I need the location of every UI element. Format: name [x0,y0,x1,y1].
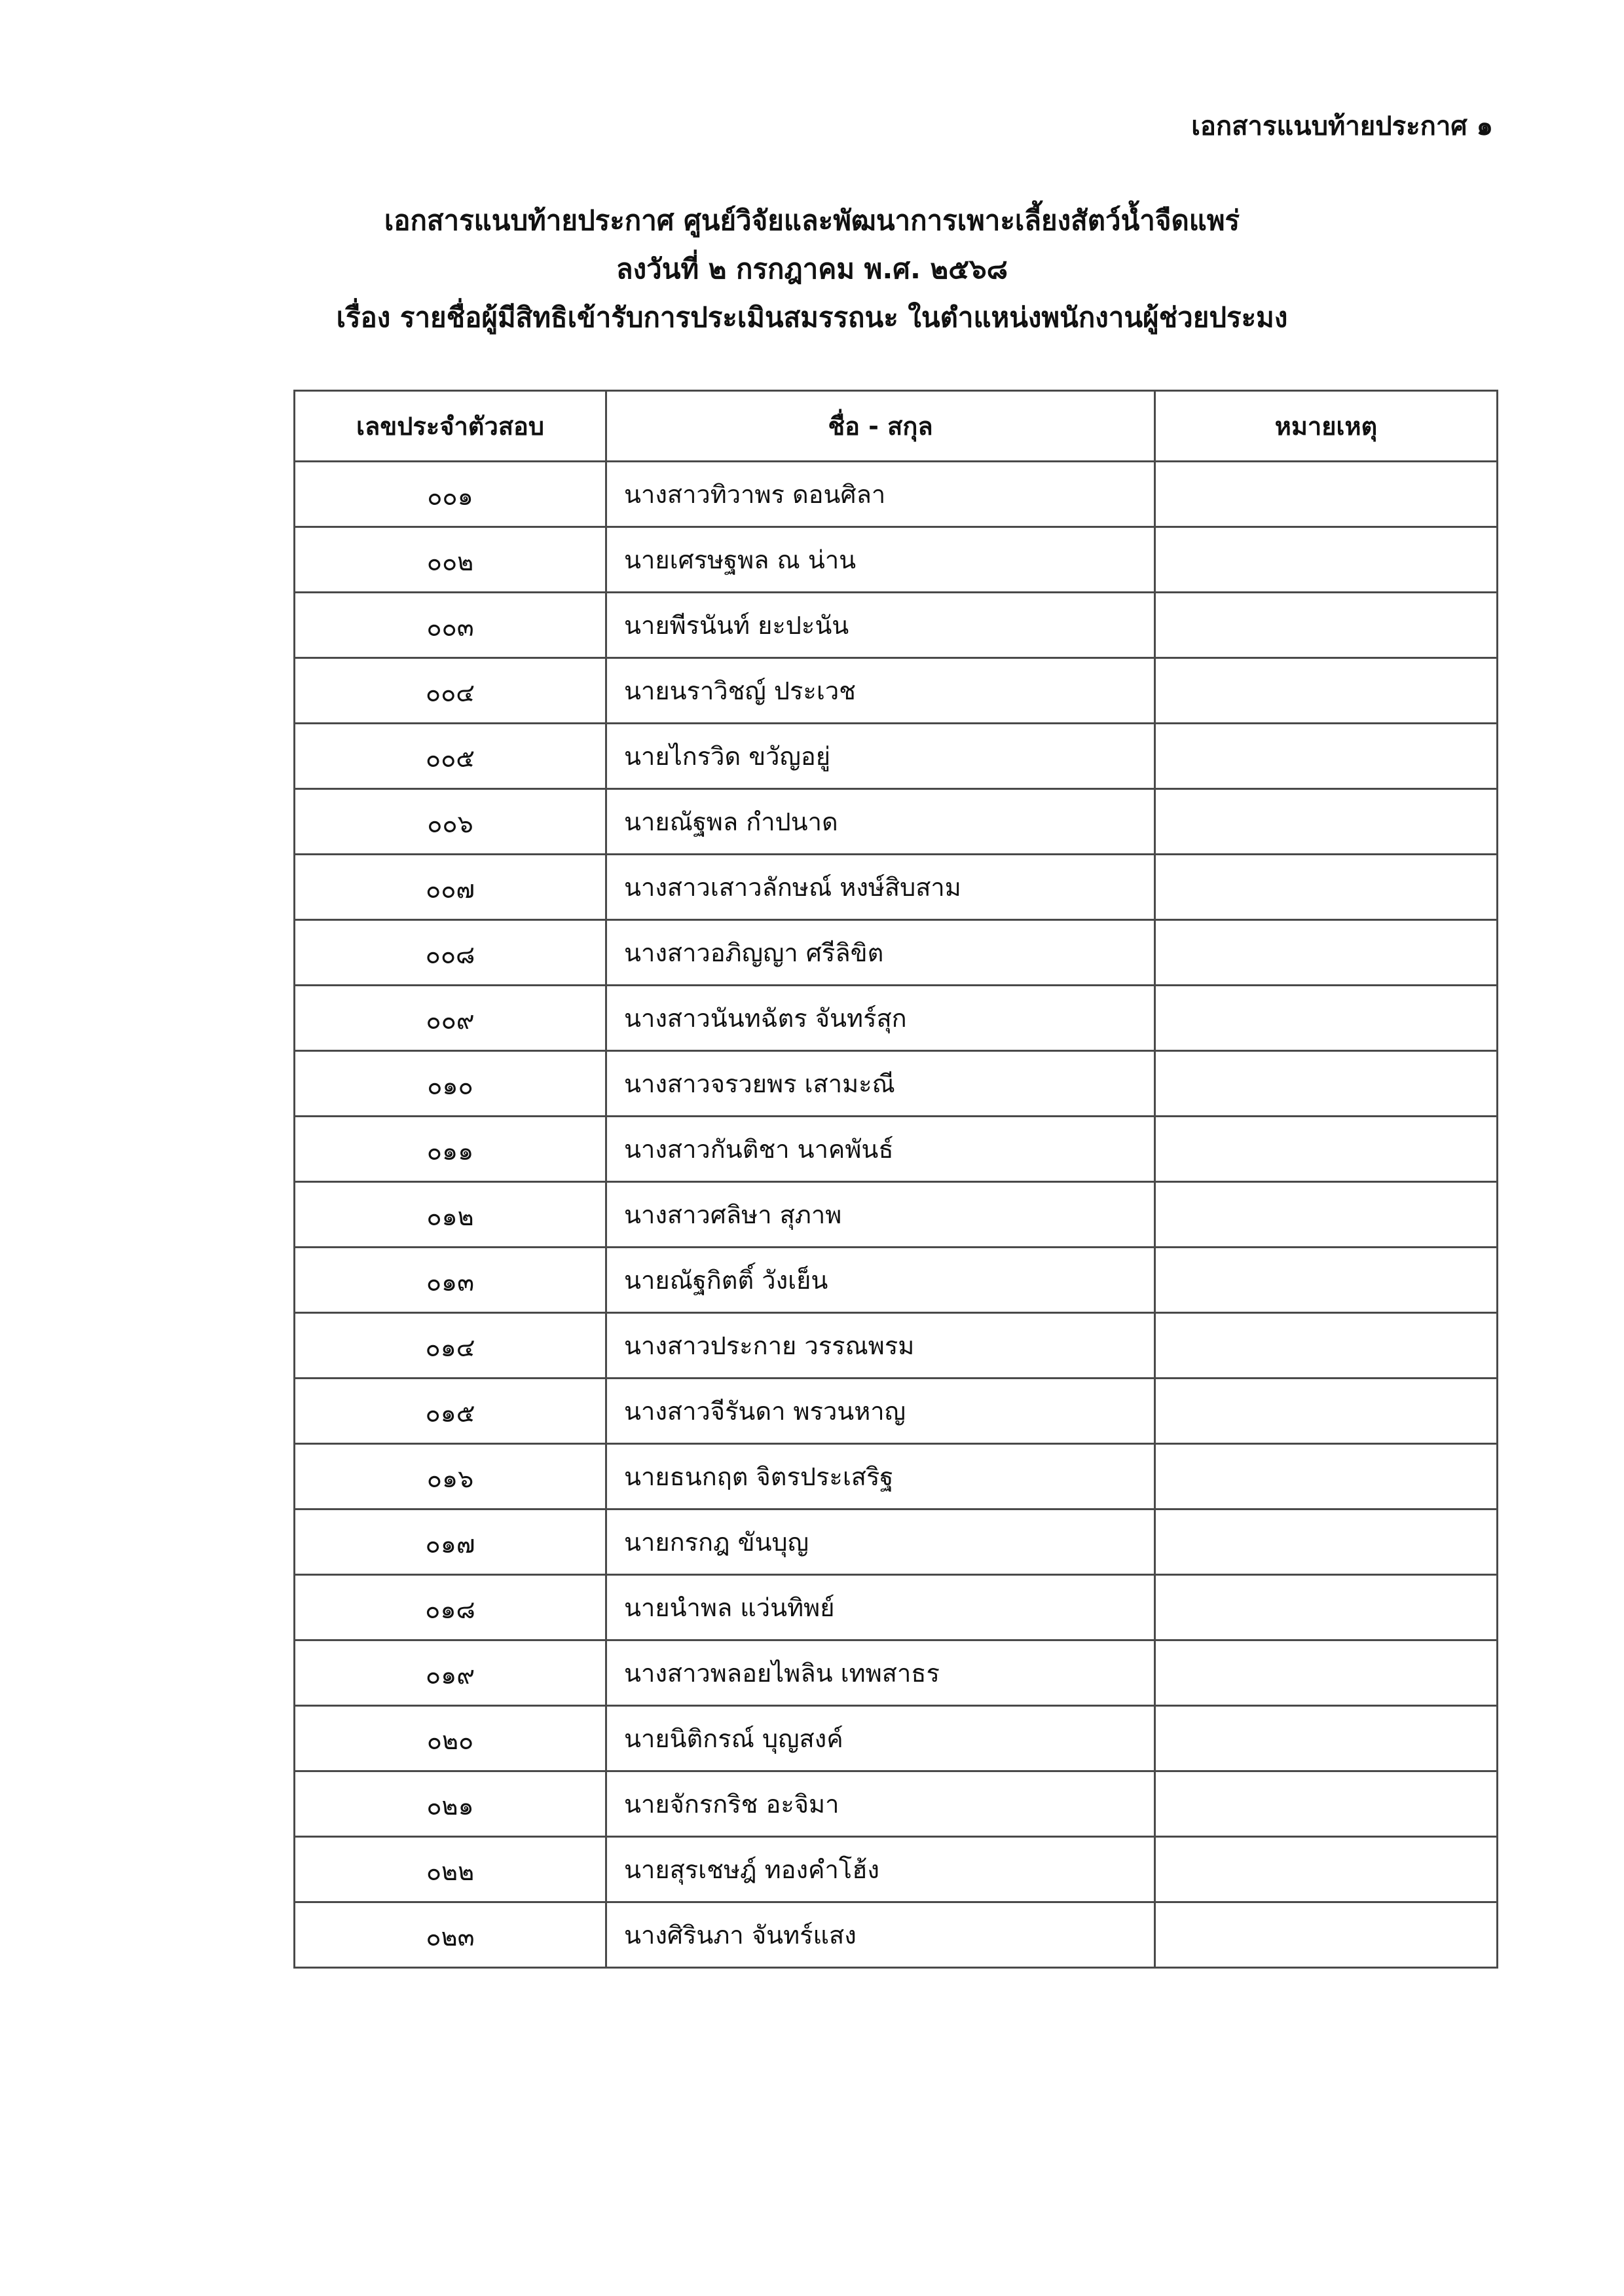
remarks-cell [1155,1313,1498,1379]
header-remarks: หมายเหตุ [1155,391,1498,462]
header-full-name: ชื่อ - สกุล [606,391,1155,462]
remarks-cell [1155,1575,1498,1640]
full-name-cell: นายนิติกรณ์ บุญสงค์ [606,1706,1155,1771]
exam-id-cell: ๐๑๓ [295,1248,606,1313]
table-row [295,1771,1498,1837]
table-row [295,789,1498,855]
remarks-cell [1155,1902,1498,1968]
exam-id-cell: ๐๐๒ [295,527,606,593]
full-name-cell: นางสาวนันทฉัตร จันทร์สุก [606,986,1155,1051]
full-name-cell: นายสุรเชษฎ์ ทองคำโฮ้ง [606,1837,1155,1902]
full-name-cell: นางศิรินภา จันทร์แสง [606,1902,1155,1968]
table-row [295,855,1498,920]
table-row [295,1837,1498,1902]
remarks-cell [1155,1640,1498,1706]
full-name-cell: นางสาวทิวาพร ดอนศิลา [606,462,1155,527]
full-name-cell: นายนำพล แว่นทิพย์ [606,1575,1155,1640]
table-row [295,1182,1498,1248]
full-name-cell: นายเศรษฐพล ณ น่าน [606,527,1155,593]
heading-line-3: เรื่อง รายชื่อผู้มีสิทธิเข้ารับการประเมินสมรรถนะ ในตำแหน่งพนักงานผู้ช่วยประมง [336,301,1288,333]
remarks-cell [1155,1182,1498,1248]
exam-id-cell: ๐๑๒ [295,1182,606,1248]
full-name-cell: นายกรกฎ ขันบุญ [606,1509,1155,1575]
table-row [295,658,1498,724]
exam-id-cell: ๐๑๑ [295,1117,606,1182]
remarks-cell [1155,1117,1498,1182]
remarks-cell [1155,920,1498,986]
remarks-cell [1155,462,1498,527]
remarks-cell [1155,1706,1498,1771]
remarks-cell [1155,1837,1498,1902]
table-header-row [295,391,1498,462]
table-row [295,1902,1498,1968]
exam-id-cell: ๐๐๕ [295,724,606,789]
full-name-cell: นางสาวเสาวลักษณ์ หงษ์สิบสาม [606,855,1155,920]
heading-line-2: ลงวันที่ ๒ กรกฎาคม พ.ศ. ๒๕๖๘ [616,253,1008,285]
remarks-cell [1155,593,1498,658]
exam-id-cell: ๐๑๖ [295,1444,606,1509]
exam-id-cell: ๐๑๘ [295,1575,606,1640]
full-name-cell: นางสาวจีรันดา พรวนหาญ [606,1379,1155,1444]
exam-id-cell: ๐๐๙ [295,986,606,1051]
remarks-cell [1155,658,1498,724]
exam-id-cell: ๐๒๒ [295,1837,606,1902]
remarks-cell [1155,855,1498,920]
attachment-label: เอกสารแนบท้ายประกาศ ๑ [1191,111,1493,141]
remarks-cell [1155,724,1498,789]
exam-id-cell: ๐๐๑ [295,462,606,527]
exam-id-cell: ๐๒๐ [295,1706,606,1771]
table-row [295,986,1498,1051]
full-name-cell: นายพีรนันท์ ยะปะนัน [606,593,1155,658]
heading-line-1: เอกสารแนบท้ายประกาศ ศูนย์วิจัยและพัฒนาการเพาะเลี้ยงสัตว์น้ำจืดแพร่ [384,204,1240,236]
table-row [295,1379,1498,1444]
table-row [295,1117,1498,1182]
remarks-cell [1155,789,1498,855]
exam-id-cell: ๐๐๔ [295,658,606,724]
remarks-cell [1155,986,1498,1051]
table-row [295,462,1498,527]
full-name-cell: นายณัฐกิตติ์ วังเย็น [606,1248,1155,1313]
exam-id-cell: ๐๐๖ [295,789,606,855]
full-name-cell: นายธนกฤต จิตรประเสริฐ [606,1444,1155,1509]
table-body [295,462,1498,1968]
remarks-cell [1155,1051,1498,1117]
table-row [295,1575,1498,1640]
table-row [295,1509,1498,1575]
full-name-cell: นางสาวประกาย วรรณพรม [606,1313,1155,1379]
table-row [295,593,1498,658]
exam-id-cell: ๐๑๔ [295,1313,606,1379]
table-row [295,527,1498,593]
table-row [295,1313,1498,1379]
full-name-cell: นางสาวกันติชา นาคพันธ์ [606,1117,1155,1182]
table-row [295,1640,1498,1706]
candidate-table [293,390,1498,1969]
remarks-cell [1155,527,1498,593]
exam-id-cell: ๐๐๗ [295,855,606,920]
exam-id-cell: ๐๑๕ [295,1379,606,1444]
remarks-cell [1155,1444,1498,1509]
full-name-cell: นางสาวพลอยไพลิน เทพสาธร [606,1640,1155,1706]
full-name-cell: นายนราวิชญ์ ประเวช [606,658,1155,724]
full-name-cell: นางสาวศลิษา สุภาพ [606,1182,1155,1248]
full-name-cell: นางสาวจรวยพร เสามะณี [606,1051,1155,1117]
header-exam-id: เลขประจำตัวสอบ [295,391,606,462]
full-name-cell: นายจักรกริช อะจิมา [606,1771,1155,1837]
exam-id-cell: ๐๒๑ [295,1771,606,1837]
exam-id-cell: ๐๐๘ [295,920,606,986]
remarks-cell [1155,1771,1498,1837]
remarks-cell [1155,1248,1498,1313]
exam-id-cell: ๐๑๙ [295,1640,606,1706]
table-row [295,724,1498,789]
table-row [295,920,1498,986]
full-name-cell: นางสาวอภิญญา ศรีลิขิต [606,920,1155,986]
exam-id-cell: ๐๑๐ [295,1051,606,1117]
document-heading [0,196,1624,342]
remarks-cell [1155,1509,1498,1575]
table-row [295,1248,1498,1313]
candidate-table-container [293,390,1496,1969]
table-row [295,1444,1498,1509]
remarks-cell [1155,1379,1498,1444]
exam-id-cell: ๐๒๓ [295,1902,606,1968]
full-name-cell: นายไกรวิด ขวัญอยู่ [606,724,1155,789]
table-row [295,1706,1498,1771]
full-name-cell: นายณัฐพล กำปนาด [606,789,1155,855]
table-row [295,1051,1498,1117]
exam-id-cell: ๐๐๓ [295,593,606,658]
exam-id-cell: ๐๑๗ [295,1509,606,1575]
